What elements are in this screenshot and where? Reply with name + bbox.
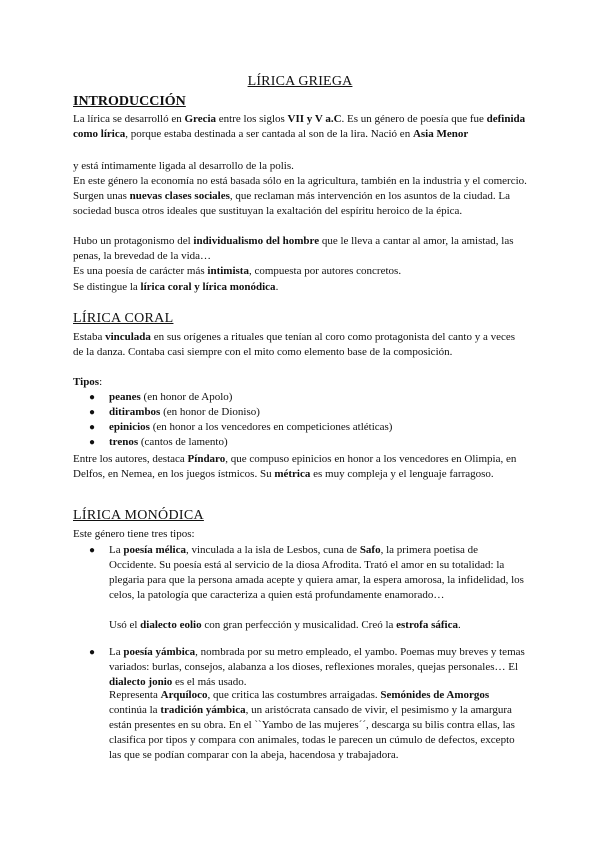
list-item: trenos (cantos de lamento)	[109, 436, 228, 448]
intro-paragraph-4: Hubo un protagonismo del individualismo del hombre que le lleva a cantar al amor, la amistad, las penas, la brevedad de la vida…	[73, 235, 514, 262]
melica-sub-paragraph: Usó el dialecto eolio con gran perfección y musicalidad. Creó la estrofa sáfica.	[109, 619, 461, 631]
list-item: peanes (en honor de Apolo)	[109, 391, 233, 403]
tipos-label: Tipos:	[73, 376, 103, 388]
heading-introduccion: INTRODUCCIÓN	[73, 94, 186, 109]
list-item: epinicios (en honor a los vencedores en competiciones atléticas)	[109, 421, 393, 433]
yambica-paragraph: La poesía yámbica, nombrada por su metro empleado, el yambo. Poemas muy breves y temas variados: burlas, consejos, alabanza a los dioses, reflexiones morales, quejas personales… El dialecto jonio es el más usado.	[109, 646, 525, 688]
monodica-intro: Este género tiene tres tipos:	[73, 528, 195, 540]
intro-paragraph-2: y está íntimamente ligada al desarrollo de la polis.	[73, 160, 294, 172]
list-item: ditirambos (en honor de Dioniso)	[109, 406, 260, 418]
coral-paragraph-1: Estaba vinculada en sus orígenes a rituales que tenían al coro como protagonista del canto y a veces de la danza. Contaba casi siempre con el mito como elemento base de la composición.	[73, 331, 516, 358]
document-title: LÍRICA GRIEGA	[247, 74, 353, 89]
bullet-icon: ●	[89, 437, 96, 448]
yambica-sub-paragraph: Representa Arquíloco, que critica las costumbres arraigadas. Semónides de Amorgos continúa la tradición yámbica, un aristócrata cansado de vivir, el pesimismo y la amargura están presentes en su obra. En el ``Yambo de las mujeres´´, descarga su bilis contra ellas, las clasifica por tipos y compara con animales, todas le parecen un cúmulo de defectos, excepto las que se podían comparar con la abeja, hacendosa y trabajadora.	[109, 689, 515, 761]
bullet-icon: ●	[89, 647, 96, 658]
intro-paragraph-3: En este género la economía no está basada sólo en la agricultura, también en la industria y el comercio. Surgen unas nuevas clases sociales, que reclaman más intervención en los asuntos de la ciudad. La sociedad busca otros ideales que sustituyan la exaltación del espíritu heroico de la épica.	[73, 175, 527, 217]
intro-paragraph-6: Se distingue la lírica coral y lírica monódica.	[73, 281, 279, 293]
melica-paragraph: La poesía mélica, vinculada a la isla de Lesbos, cuna de Safo, la primera poetisa de Occidente. Su poesía está al servicio de la diosa Afrodita. Trató el amor en su totalidad: la plegaria para que la persona amada acepte y quiera amar, la espera amorosa, la infidelidad, los celos, la patología que caracteriza a quien está profundamente enamorado…	[109, 544, 524, 601]
heading-lirica-coral: LÍRICA CORAL	[73, 311, 174, 326]
bullet-icon: ●	[89, 545, 96, 556]
bullet-icon: ●	[89, 407, 96, 418]
intro-paragraph-1: La lírica se desarrolló en Grecia entre los siglos VII y V a.C. Es un género de poesía que fue definida como lírica, porque estaba destinada a ser cantada al son de la lira. Nació en Asia Menor	[73, 113, 526, 140]
bullet-icon: ●	[89, 392, 96, 403]
intro-paragraph-5: Es una poesía de carácter más intimista, compuesta por autores concretos.	[73, 265, 402, 277]
coral-paragraph-2: Entre los autores, destaca Píndaro, que compuso epinicios en honor a los vencedores en Olimpia, en Delfos, en Nemea, en los juegos ístmicos. Su métrica es muy compleja y el lenguaje farragoso.	[73, 453, 517, 480]
heading-lirica-monodica: LÍRICA MONÓDICA	[73, 508, 204, 523]
bullet-icon: ●	[89, 422, 96, 433]
